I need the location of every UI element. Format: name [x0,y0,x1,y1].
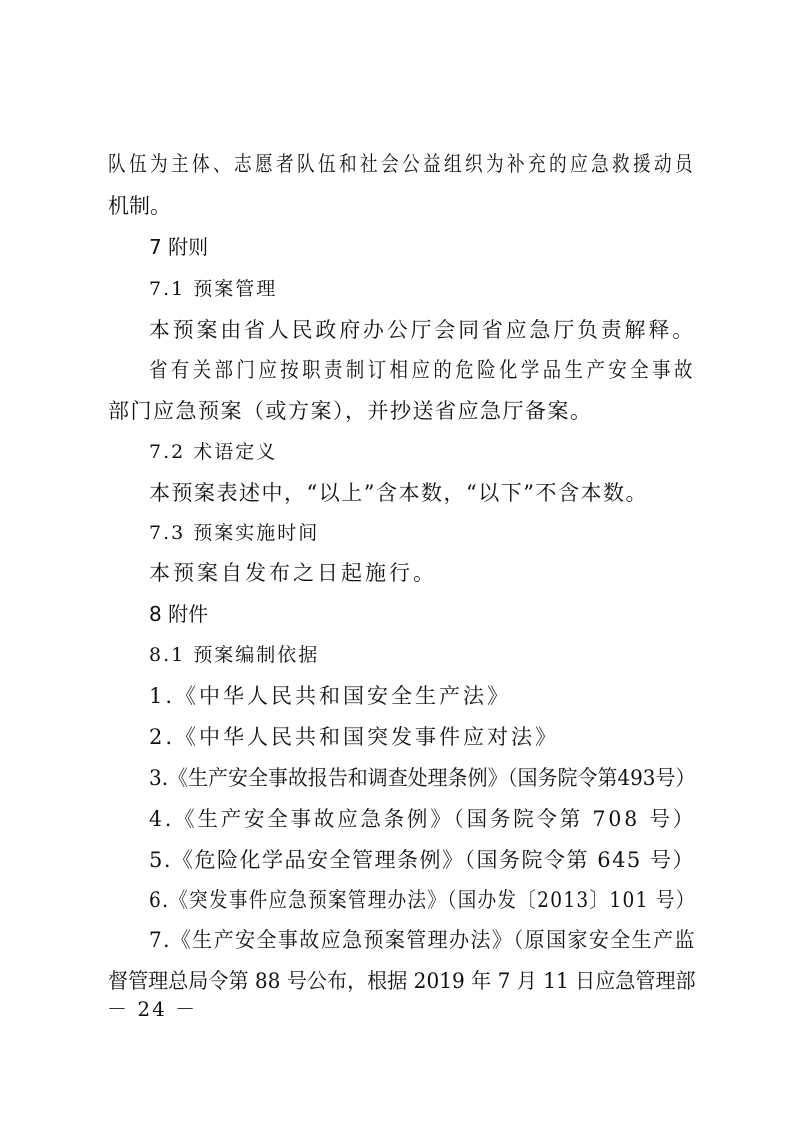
reference-item-7: 7.《生产安全事故应急预案管理办法》（原国家安全生产监 [149,928,696,952]
text-line-6: 省有关部门应按职责制订相应的危险化学品生产安全事故 [149,358,696,382]
reference-item-2: 2.《中华人民共和国突发事件应对法》 [149,725,560,749]
text-line-7: 部门应急预案（或方案），并抄送省应急厅备案。 [108,399,593,423]
section-heading-8: 8 附件 [149,602,209,626]
reference-item-1: 1.《中华人民共和国安全生产法》 [149,684,512,708]
subsection-heading-7-3: 7.3 预案实施时间 [149,522,320,544]
text-line-2: 机制。 [108,194,171,218]
subsection-heading-7-2: 7.2 术语定义 [149,441,278,463]
page-number: － 24 － [107,997,198,1021]
subsection-heading-7-1: 7.1 预案管理 [149,278,278,300]
section-heading-7: 7 附则 [149,235,209,259]
text-line-5: 本预案由省人民政府办公厅会同省应急厅负责解释。 [149,318,697,342]
text-line-1: 队伍为主体、志愿者队伍和社会公益组织为补充的应急救援动员 [108,152,696,176]
reference-item-3: 3.《生产安全事故报告和调查处理条例》（国务院令第493号） [149,766,696,790]
subsection-heading-8-1: 8.1 预案编制依据 [149,644,320,666]
reference-item-5: 5.《危险化学品安全管理条例》（国务院令第 645 号） [149,848,695,872]
text-line-11: 本预案自发布之日起施行。 [149,561,437,585]
text-line-9: 本预案表述中，“以上”含本数，“以下”不含本数。 [149,481,648,505]
reference-item-7-continued: 督管理总局令第 88 号公布，根据 2019 年 7 月 11 日应急管理部 [108,969,696,993]
reference-item-4: 4.《生产安全事故应急条例》（国务院令第 708 号） [149,807,697,831]
reference-item-6: 6.《突发事件应急预案管理办法》（国办发〔2013〕101 号） [149,888,696,912]
